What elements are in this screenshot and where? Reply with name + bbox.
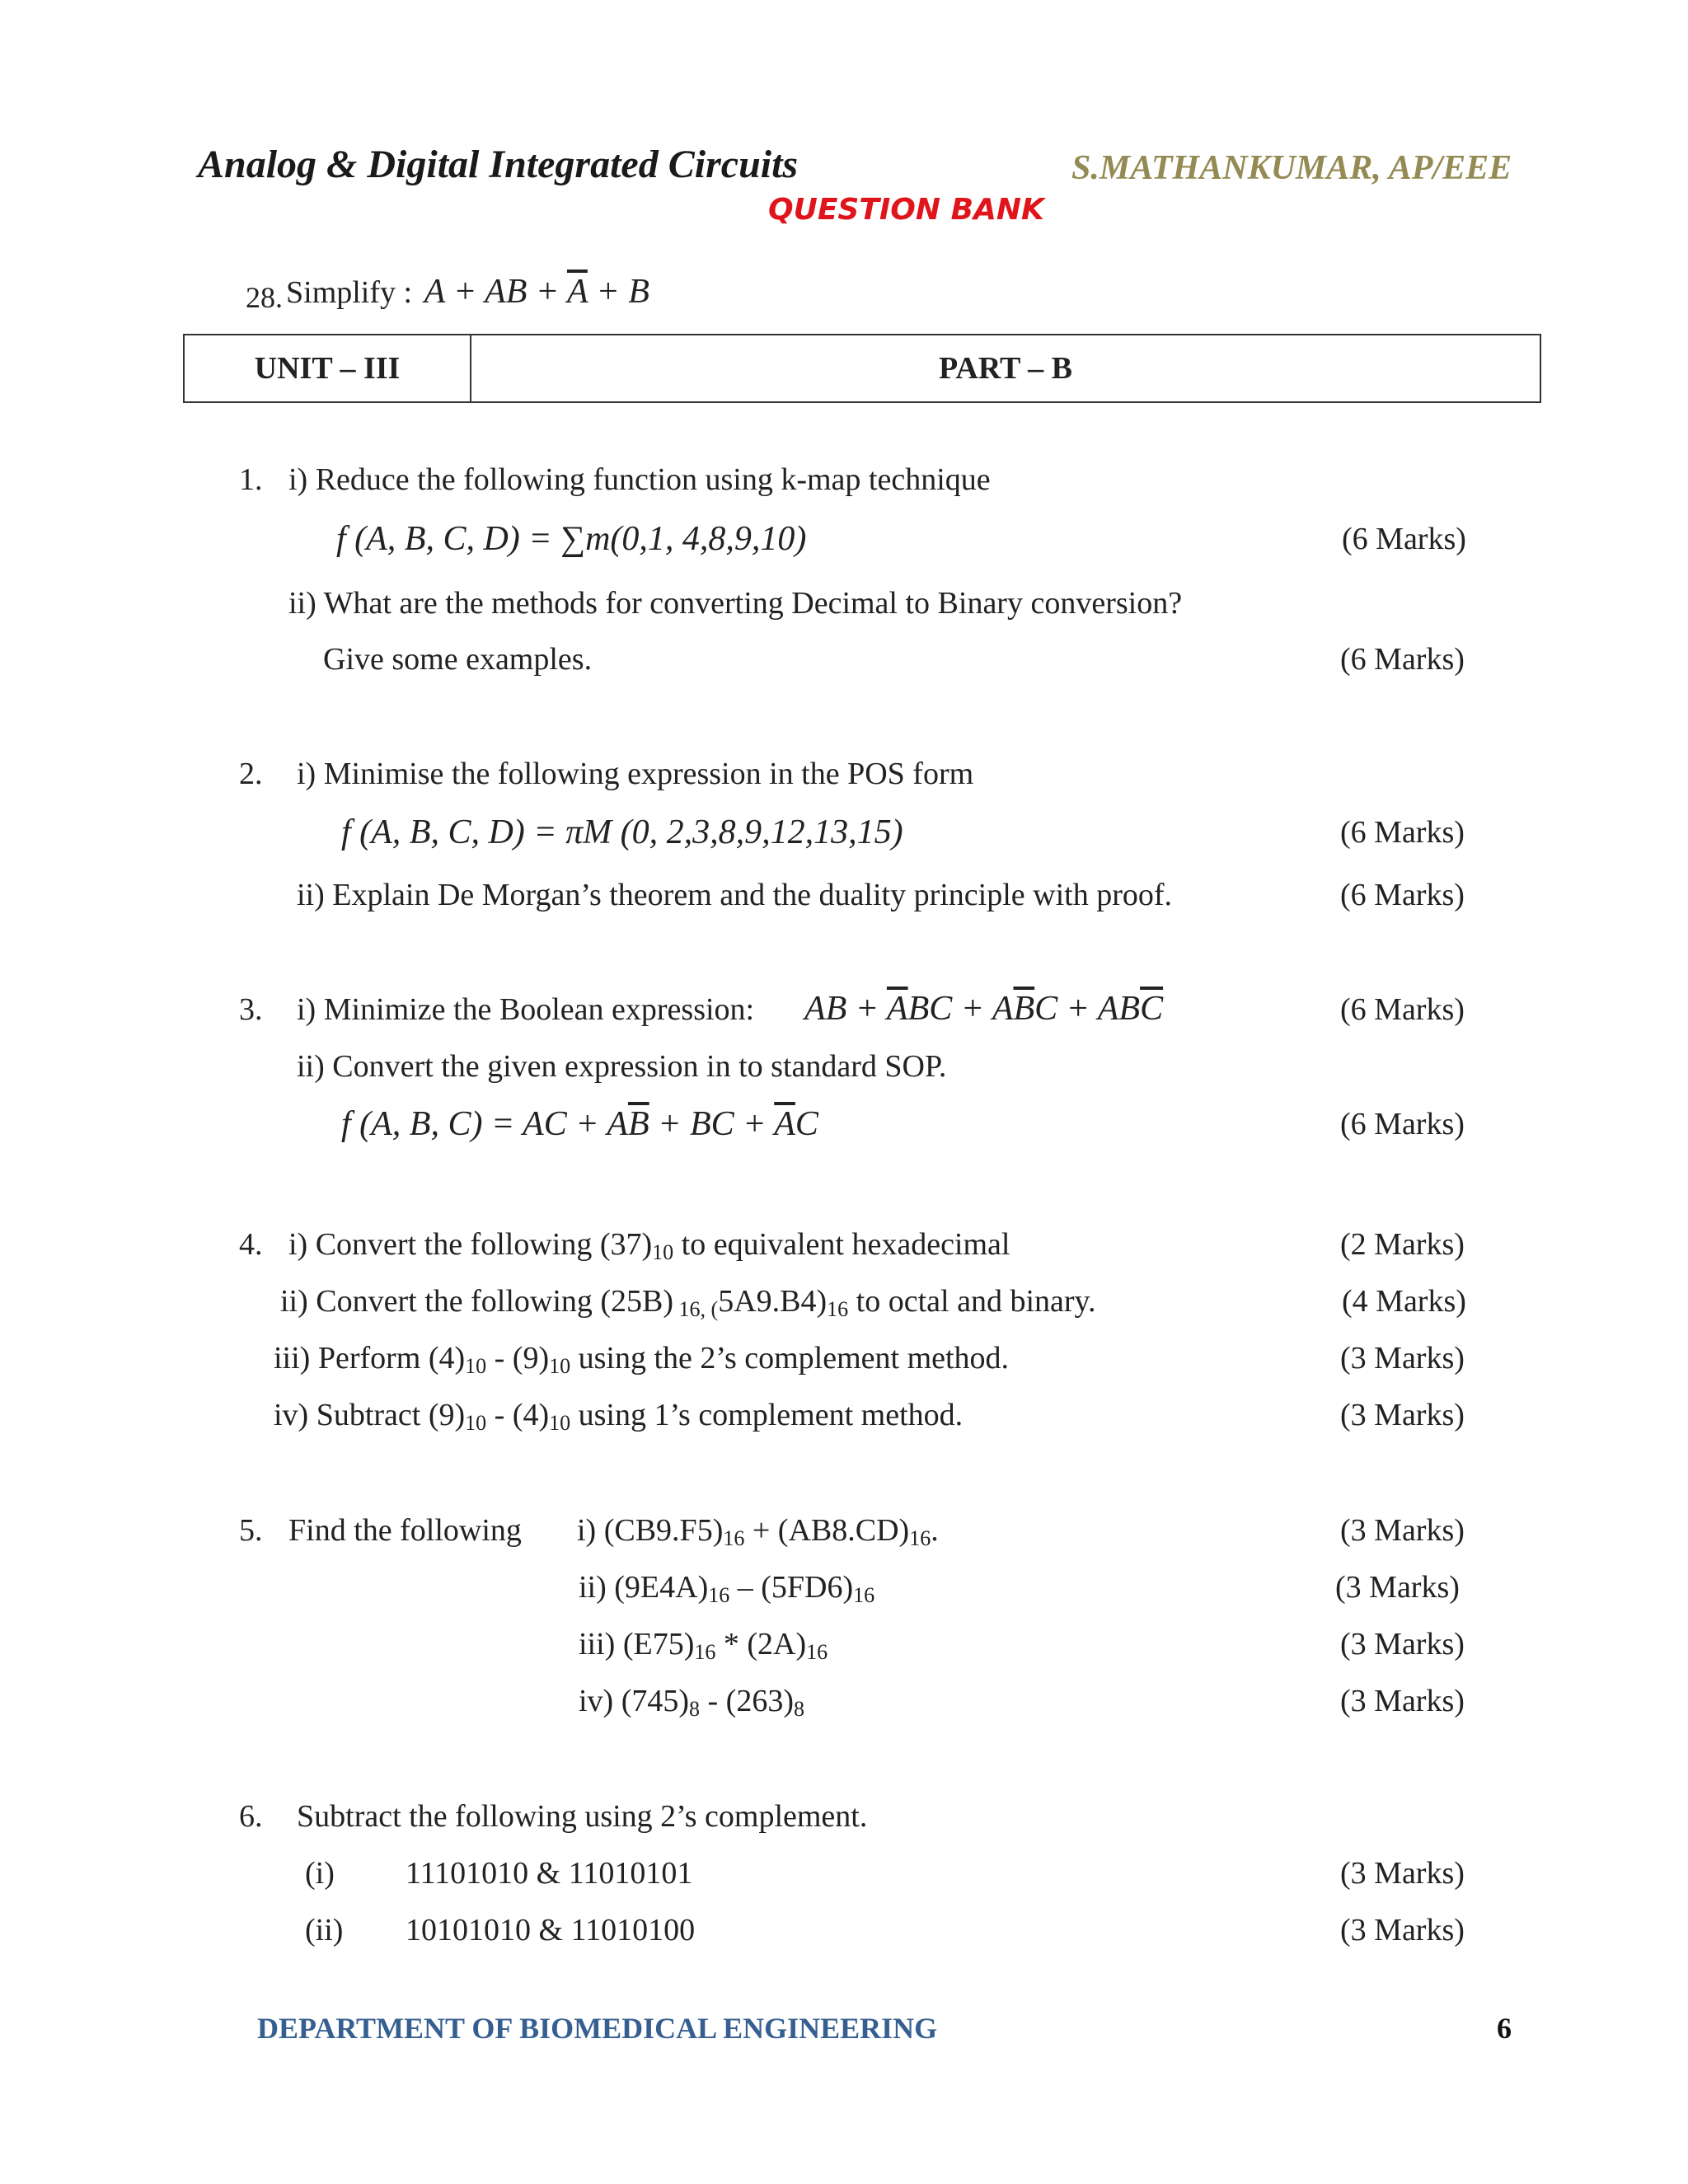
question-expression: A + AB + $\overline{A} + B$ xyxy=(415,273,649,311)
question-6-ii-marks: (3 Marks) xyxy=(1340,1913,1465,1947)
question-3-ii-marks: (6 Marks) xyxy=(1340,1107,1465,1141)
question-3-number: 3. xyxy=(239,992,263,1027)
question-4-iii-marks: (3 Marks) xyxy=(1340,1341,1465,1376)
unit-cell: UNIT – III xyxy=(184,335,471,402)
question-2-i-marks: (6 Marks) xyxy=(1340,815,1465,850)
question-1-expression: f (A, B, C, D) = ∑m(0,1, 4,8,9,10) xyxy=(336,520,807,558)
document-title: Analog & Digital Integrated Circuits xyxy=(198,143,799,186)
question-6-ii-value: 10101010 & 11010100 xyxy=(406,1913,696,1947)
unit-part-table xyxy=(183,334,1541,403)
question-4-part-i: i) Convert the following $(37)_{10}$ to equivalent hexadecimal xyxy=(288,1227,1010,1264)
footer-department: DEPARTMENT OF BIOMEDICAL ENGINEERING xyxy=(257,2012,938,2045)
question-4-part-iv: iv) Subtract $(9)_{10} - (4)_{10}$ using 1’s complement method. xyxy=(274,1398,964,1435)
question-5-i-marks: (3 Marks) xyxy=(1340,1513,1465,1548)
question-4-number: 4. xyxy=(239,1227,263,1262)
question-5-number: 5. xyxy=(239,1513,263,1548)
question-2-number: 2. xyxy=(239,757,263,791)
author-name: S.MATHANKUMAR, AP/EEE xyxy=(1071,149,1512,187)
question-4-iv-marks: (3 Marks) xyxy=(1340,1398,1465,1432)
question-1-number: 1. xyxy=(239,462,263,497)
question-6-i-label: (i) xyxy=(305,1856,335,1891)
question-5-iv-marks: (3 Marks) xyxy=(1340,1684,1465,1718)
question-bank-label: QUESTION BANK xyxy=(768,193,1044,227)
question-3-i-expression: AB + $\overline{A}BC + A\overline{B}C + AB\overline{C}$ xyxy=(804,990,1164,1028)
question-2-part-i: i) Minimise the following expression in the POS form xyxy=(297,757,974,791)
question-4-i-marks: (2 Marks) xyxy=(1340,1227,1465,1262)
question-4-part-ii: ii) Convert the following (25B) $_{16, (}5A9.B4)_{16}$ to octal and binary. xyxy=(280,1284,1096,1321)
question-2-ii-marks: (6 Marks) xyxy=(1340,878,1465,912)
question-1-part-i: i) Reduce the following function using k-map technique xyxy=(288,462,991,497)
question-3-part-ii: ii) Convert the given expression in to standard SOP. xyxy=(297,1049,947,1084)
question-6-i-value: 11101010 & 11010101 xyxy=(406,1856,693,1891)
question-4-ii-marks: (4 Marks) xyxy=(1342,1284,1466,1319)
question-5-part-iv: iv) $(745)_8 - (263)_8$ xyxy=(579,1684,804,1721)
question-1-part-ii: ii) What are the methods for converting Decimal to Binary conversion? xyxy=(288,586,1183,621)
question-6-text: Subtract the following using 2’s complement. xyxy=(297,1799,868,1834)
question-6-i-marks: (3 Marks) xyxy=(1340,1856,1465,1891)
question-6-ii-label: (ii) xyxy=(305,1913,344,1947)
question-3-ii-expression: f (A, B, C) = AC + $A\overline{B}$ + BC + $\overline{A}C$ xyxy=(341,1105,818,1143)
page-number: 6 xyxy=(1497,2012,1512,2045)
question-5-part-i: i) $(CB9.F5)_{16} + (AB8.CD)_{16}$. xyxy=(577,1513,939,1550)
question-5-part-ii: ii) $(9E4A)_{16} - (5FD6)_{16}$ xyxy=(579,1570,875,1607)
question-number: 28. xyxy=(246,281,283,314)
question-28 xyxy=(246,272,649,315)
question-5-part-iii: iii) $(E75)_{16} * (2A)_{16}$ xyxy=(579,1627,828,1664)
question-2-part-ii: ii) Explain De Morgan’s theorem and the duality principle with proof. xyxy=(297,878,1172,912)
question-2-expression: f (A, B, C, D) = πM (0, 2,3,8,9,12,13,15) xyxy=(341,813,903,851)
question-1-i-marks: (6 Marks) xyxy=(1342,522,1466,556)
question-5-iii-marks: (3 Marks) xyxy=(1340,1627,1465,1661)
question-5-ii-marks: (3 Marks) xyxy=(1335,1570,1460,1605)
question-3-i-marks: (6 Marks) xyxy=(1340,992,1465,1027)
question-1-part-ii-cont: Give some examples. xyxy=(323,642,593,677)
part-cell: PART – B xyxy=(471,335,1540,402)
question-4-part-iii: iii) Perform $(4)_{10} - (9)_{10}$ using the 2’s complement method. xyxy=(274,1341,1010,1378)
question-6-number: 6. xyxy=(239,1799,263,1834)
question-3-part-i: i) Minimize the Boolean expression: xyxy=(297,992,755,1027)
question-5-lead: Find the following xyxy=(288,1513,522,1548)
question-1-ii-marks: (6 Marks) xyxy=(1340,642,1465,677)
question-text: Simplify : xyxy=(286,275,413,310)
